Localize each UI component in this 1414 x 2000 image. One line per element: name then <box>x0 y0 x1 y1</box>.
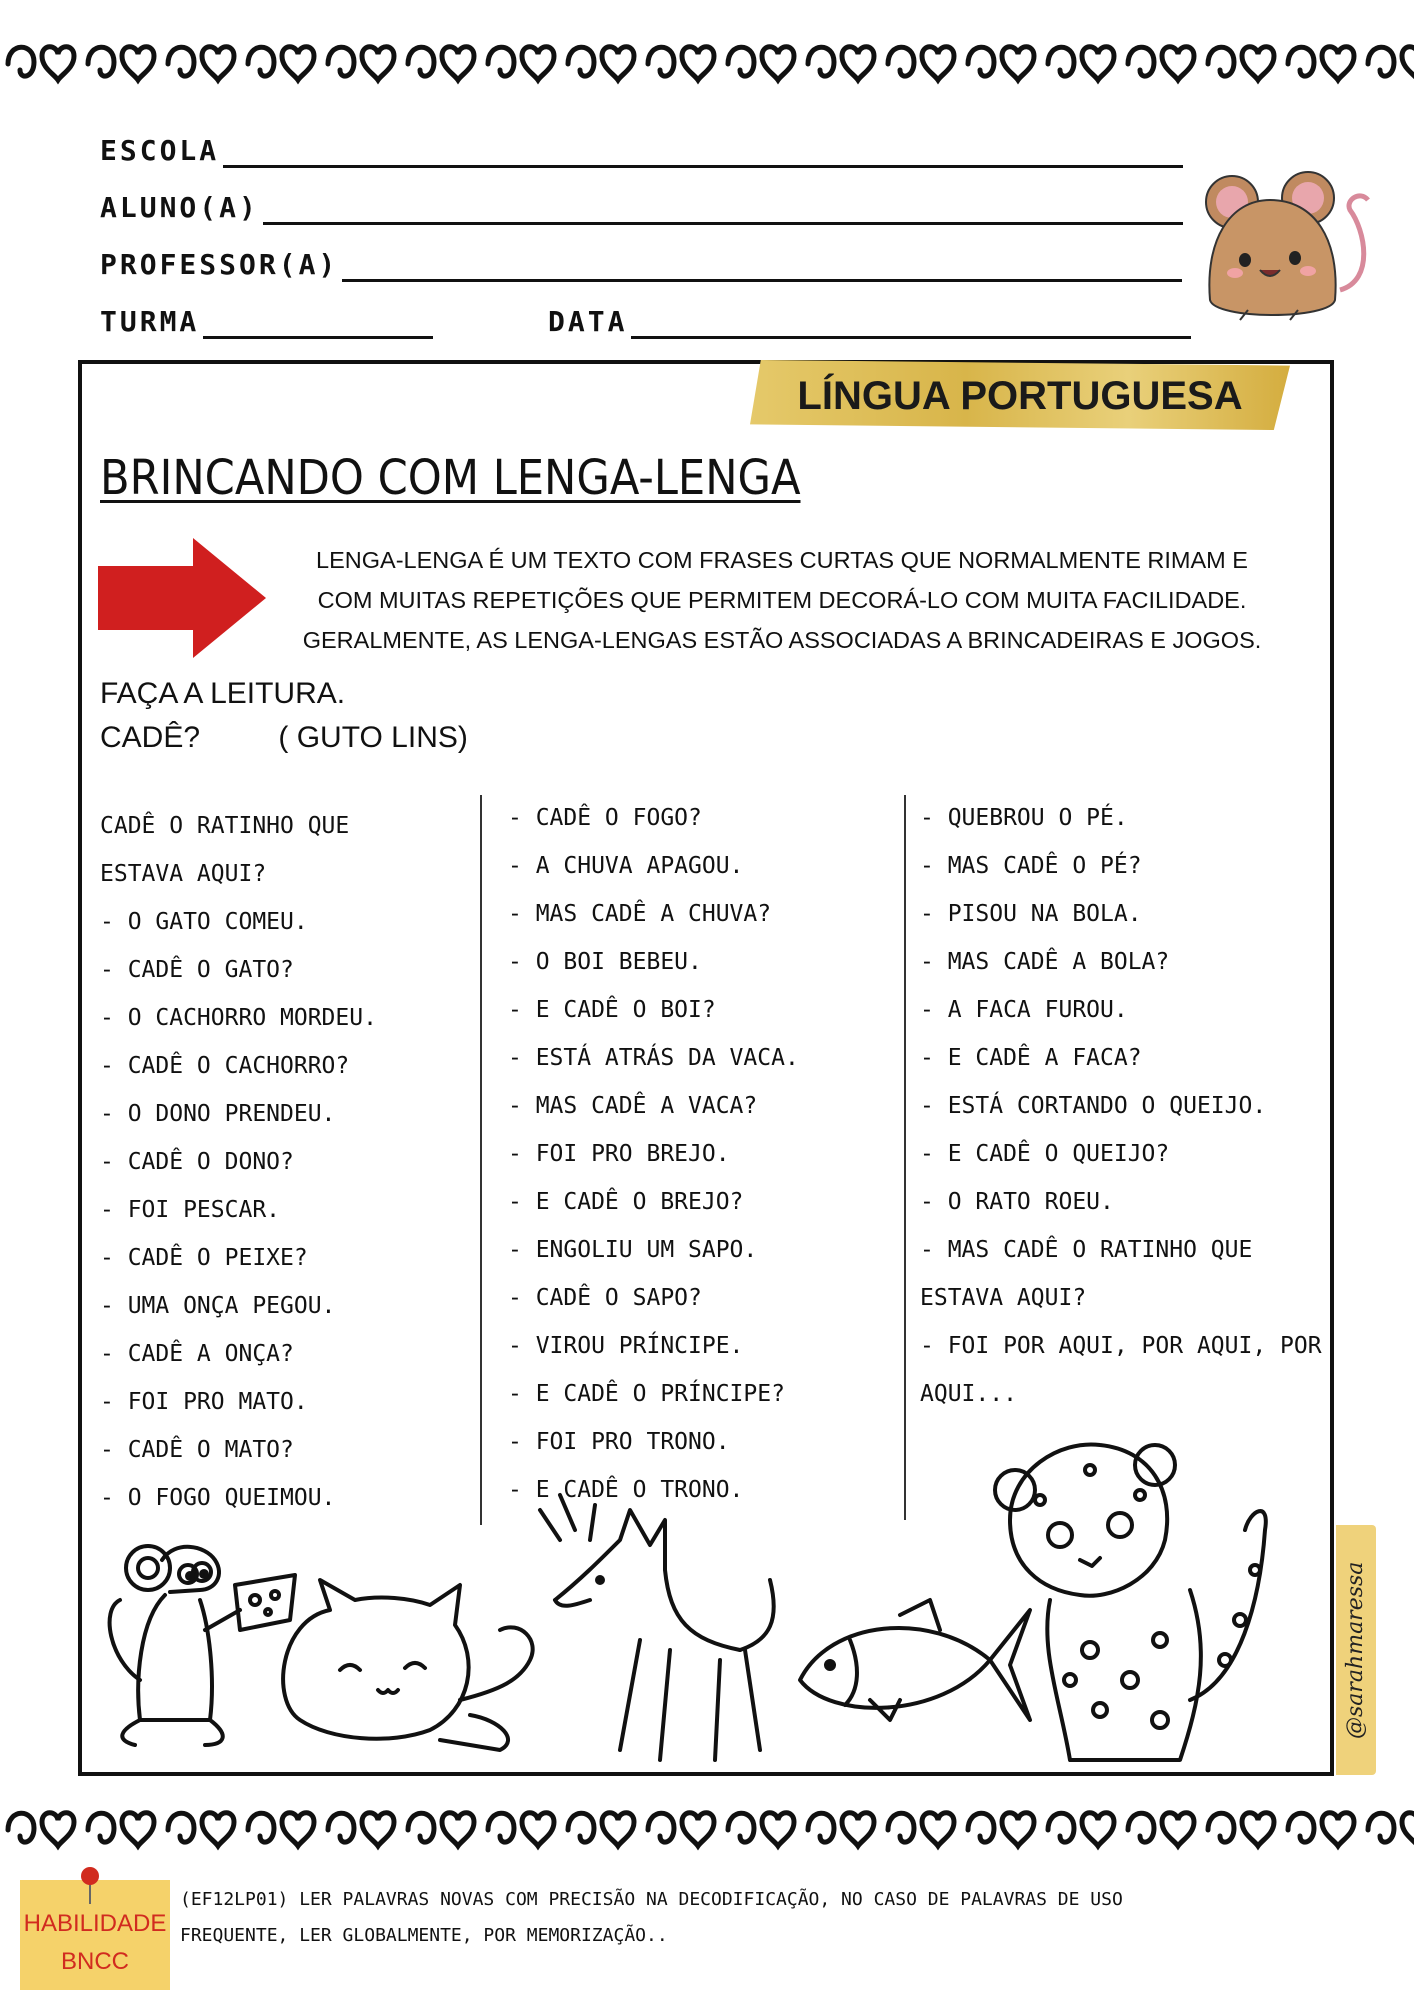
poem-line: - CADÊ O PEIXE? <box>100 1245 308 1271</box>
teacher-field[interactable] <box>100 232 1182 282</box>
poem-line: - E CADÊ O PRÍNCIPE? <box>508 1381 785 1407</box>
heart-swirl-icon <box>888 47 954 80</box>
poem-line: - O FOGO QUEIMOU. <box>100 1485 336 1511</box>
poem-line: - MAS CADÊ O RATINHO QUE <box>920 1237 1253 1263</box>
poem-line: - FOI PRO MATO. <box>100 1389 308 1415</box>
teacher-label: PROFESSOR(A) <box>100 248 339 281</box>
push-pin-icon <box>78 1866 102 1906</box>
heart-swirl-icon <box>328 1813 394 1846</box>
instructions <box>100 672 468 760</box>
page-title: BRINCANDO COM LENGA-LENGA <box>100 450 801 506</box>
poem-column-1 <box>100 802 460 1522</box>
date-line[interactable] <box>631 305 1191 339</box>
student-field[interactable] <box>100 175 1183 225</box>
poem-line: - O BOI BEBEU. <box>508 949 702 975</box>
poem-line: - UMA ONÇA PEGOU. <box>100 1293 336 1319</box>
column-divider <box>904 795 906 1520</box>
poem-column-3 <box>920 794 1320 1418</box>
heart-swirl-icon <box>728 1813 794 1846</box>
intro-line: LENGA-LENGA É UM TEXTO COM FRASES CURTAS QUE NORMALMENTE RIMAM E <box>316 547 1248 573</box>
poem-line: - PISOU NA BOLA. <box>920 901 1142 927</box>
heart-swirl-icon <box>408 1813 474 1846</box>
poem-line: - MAS CADÊ A VACA? <box>508 1093 758 1119</box>
poem-line: - CADÊ O CACHORRO? <box>100 1053 350 1079</box>
date-label: DATA <box>548 305 628 338</box>
heart-swirl-icon <box>888 1813 954 1846</box>
student-label: ALUNO(A) <box>100 191 259 224</box>
heart-swirl-icon <box>568 47 634 80</box>
poem-line: - O RATO ROEU. <box>920 1189 1114 1215</box>
poem-line: - MAS CADÊ O PÉ? <box>920 853 1142 879</box>
poem-heading <box>100 716 468 760</box>
heart-swirl-icon <box>248 1813 314 1846</box>
poem-line: - MAS CADÊ A BOLA? <box>920 949 1170 975</box>
bncc-text-line: (EF12LP01) LER PALAVRAS NOVAS COM PRECISÃO NA DECODIFICAÇÃO, NO CASO DE PALAVRAS DE USO <box>180 1889 1123 1910</box>
poem-line: - E CADÊ O BOI? <box>508 997 716 1023</box>
poem-line: ESTAVA AQUI? <box>100 861 267 887</box>
class-label: TURMA <box>100 305 200 338</box>
poem-title: CADÊ? <box>100 721 201 754</box>
subject-title: LÍNGUA PORTUGUESA <box>797 374 1243 418</box>
class-field[interactable] <box>100 289 433 339</box>
heart-swirl-icon <box>88 1813 154 1846</box>
teacher-line[interactable] <box>342 248 1182 282</box>
poem-line: - A FACA FUROU. <box>920 997 1128 1023</box>
poem-line: - O GATO COMEU. <box>100 909 308 935</box>
poem-line: - FOI PRO TRONO. <box>508 1429 730 1455</box>
heart-swirl-icon <box>808 1813 874 1846</box>
school-label: ESCOLA <box>100 134 220 167</box>
poem-line: - ESTÁ CORTANDO O QUEIJO. <box>920 1093 1267 1119</box>
poem-line: - A CHUVA APAGOU. <box>508 853 744 879</box>
heart-swirl-icon <box>968 47 1034 80</box>
poem-line: - CADÊ O GATO? <box>100 957 294 983</box>
heart-swirl-icon <box>1208 47 1274 80</box>
poem-line: - CADÊ O DONO? <box>100 1149 294 1175</box>
heart-swirl-icon <box>1368 47 1414 80</box>
poem-line: - ESTÁ ATRÁS DA VACA. <box>508 1045 799 1071</box>
class-line[interactable] <box>203 305 433 339</box>
heart-swirl-icon <box>968 1813 1034 1846</box>
poem-line: - MAS CADÊ A CHUVA? <box>508 901 772 927</box>
poem-line: - FOI PESCAR. <box>100 1197 281 1223</box>
poem-line: - E CADÊ O BREJO? <box>508 1189 744 1215</box>
heart-swirl-icon <box>648 47 714 80</box>
heart-swirl-icon <box>648 1813 714 1846</box>
poem-line: - E CADÊ A FACA? <box>920 1045 1142 1071</box>
heart-swirl-icon <box>1128 1813 1194 1846</box>
intro-line: GERALMENTE, AS LENGA-LENGAS ESTÃO ASSOCIADAS A BRINCADEIRAS E JOGOS. <box>302 627 1262 653</box>
heart-swirl-icon <box>808 47 874 80</box>
poem-line: - FOI PRO BREJO. <box>508 1141 730 1167</box>
heart-swirl-icon <box>328 47 394 80</box>
heart-swirl-icon <box>1048 47 1114 80</box>
heart-swirl-icon <box>488 47 554 80</box>
poem-line: - CADÊ O FOGO? <box>508 805 702 831</box>
student-line[interactable] <box>263 191 1183 225</box>
heart-swirl-icon <box>1048 1813 1114 1846</box>
poem-line: - E CADÊ O QUEIJO? <box>920 1141 1170 1167</box>
watermark-text: @sarahmaressa <box>1343 1561 1368 1739</box>
poem-line: - CADÊ O SAPO? <box>508 1285 702 1311</box>
heart-swirl-icon <box>488 1813 554 1846</box>
intro-text <box>262 540 1302 660</box>
bncc-label-line: BNCC <box>60 1948 129 1975</box>
poem-line: - CADÊ O MATO? <box>100 1437 294 1463</box>
poem-line: - ENGOLIU UM SAPO. <box>508 1237 758 1263</box>
date-field[interactable] <box>548 289 1191 339</box>
poem-column-2 <box>508 794 888 1514</box>
heart-swirl-icon <box>568 1813 634 1846</box>
bncc-label-line: HABILIDADE <box>23 1910 167 1937</box>
bncc-label <box>20 1905 170 1981</box>
poem-line: - O CACHORRO MORDEU. <box>100 1005 377 1031</box>
bncc-text-line: FREQUENTE, LER GLOBALMENTE, POR MEMORIZAÇÃO.. <box>180 1925 668 1946</box>
school-field[interactable] <box>100 118 1183 168</box>
heart-swirl-icon <box>1368 1813 1414 1846</box>
poem-line: - VIROU PRÍNCIPE. <box>508 1333 744 1359</box>
heart-swirl-icon <box>88 47 154 80</box>
heart-swirl-icon <box>408 47 474 80</box>
bncc-skill-text <box>180 1882 1180 1954</box>
poem-line: CADÊ O RATINHO QUE <box>100 813 350 839</box>
heart-swirl-icon <box>248 47 314 80</box>
heart-swirl-icon <box>168 1813 234 1846</box>
instruction-text: FAÇA A LEITURA. <box>100 677 346 710</box>
intro-line: COM MUITAS REPETIÇÕES QUE PERMITEM DECORÁ-LO COM MUITA FACILIDADE. <box>317 587 1247 613</box>
school-line[interactable] <box>223 134 1183 168</box>
poem-line: - CADÊ A ONÇA? <box>100 1341 294 1367</box>
heart-border-bottom <box>0 1796 1414 1856</box>
heart-swirl-icon <box>1208 1813 1274 1846</box>
poem-line: - QUEBROU O PÉ. <box>920 805 1128 831</box>
poem-line: - E CADÊ O TRONO. <box>508 1477 744 1503</box>
arrow-right-icon <box>98 538 268 658</box>
poem-line: - FOI POR AQUI, POR AQUI, POR <box>920 1333 1322 1359</box>
heart-swirl-icon <box>168 47 234 80</box>
heart-swirl-icon <box>8 1813 74 1846</box>
heart-swirl-icon <box>1288 47 1354 80</box>
heart-border-top <box>0 30 1414 90</box>
heart-swirl-icon <box>1128 47 1194 80</box>
poem-line: - O DONO PRENDEU. <box>100 1101 336 1127</box>
poem-line: ESTAVA AQUI? <box>920 1285 1087 1311</box>
heart-swirl-icon <box>8 47 74 80</box>
heart-swirl-icon <box>728 47 794 80</box>
poem-line: AQUI... <box>920 1381 1017 1407</box>
heart-swirl-icon <box>1288 1813 1354 1846</box>
column-divider <box>480 795 482 1525</box>
poem-author: ( GUTO LINS) <box>278 721 468 754</box>
mouse-illustration <box>1190 170 1380 330</box>
